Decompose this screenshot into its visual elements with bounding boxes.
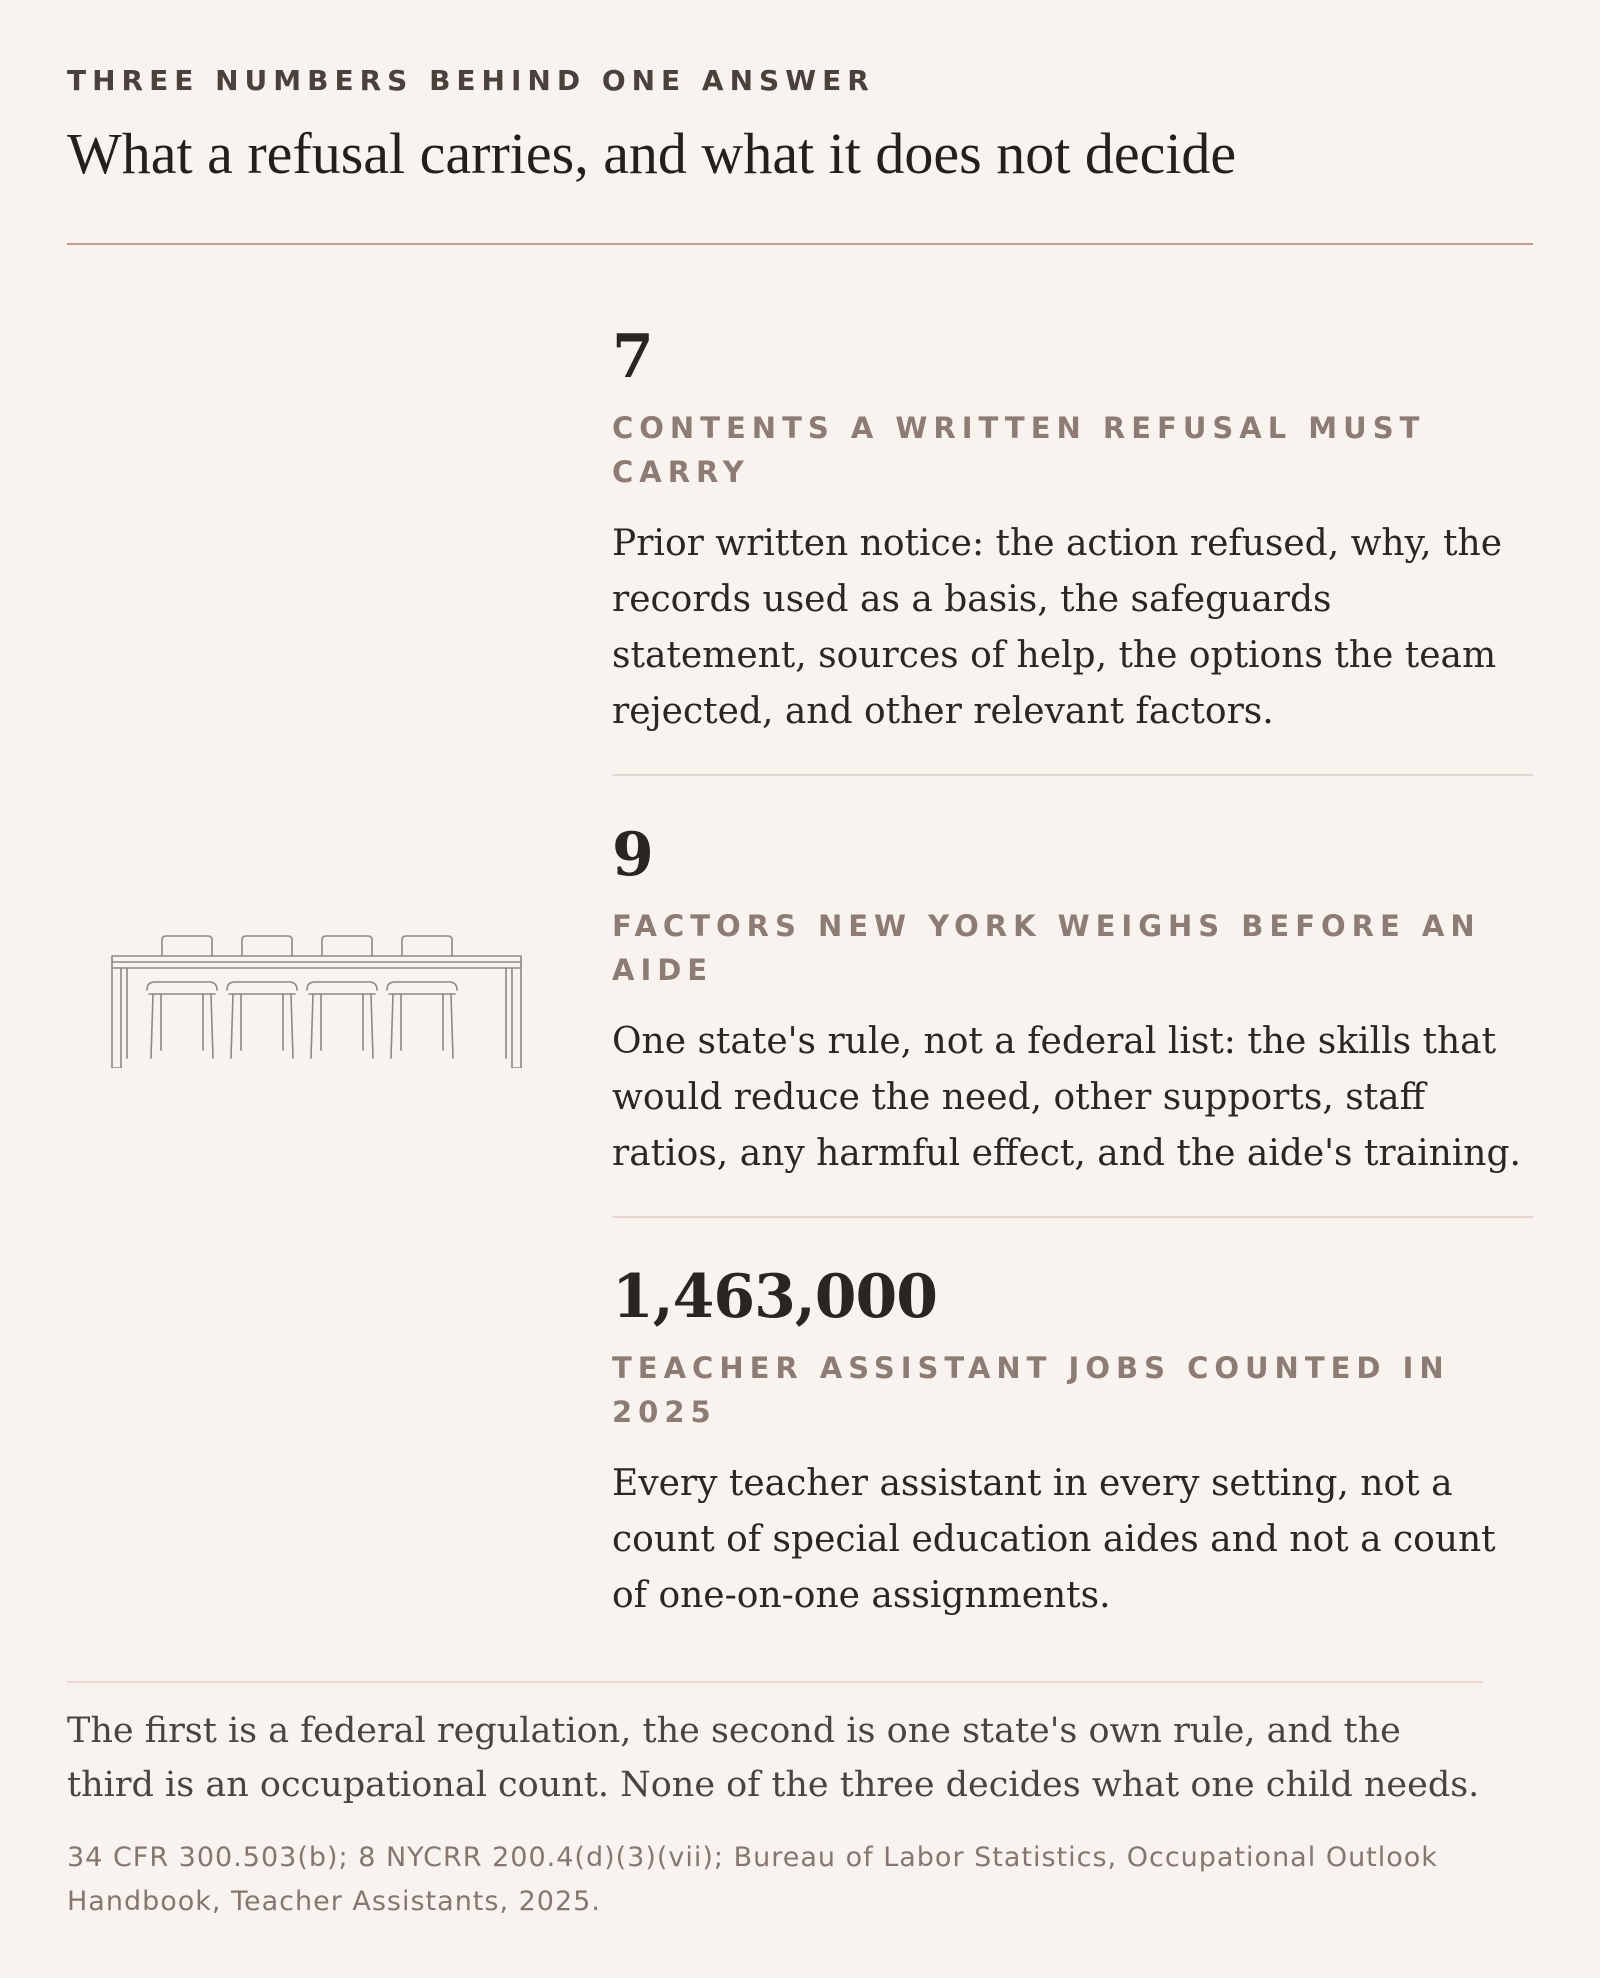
page: [67, 0, 1533, 1978]
header-divider: [67, 243, 1533, 245]
stat-number: 1,463,000: [612, 1262, 938, 1332]
stat-label: CONTENTS A WRITTEN REFUSAL MUST CARRY: [612, 411, 1426, 489]
stat-item: [612, 810, 1533, 1182]
conference-table-with-chairs-icon: [107, 918, 527, 1068]
summary-text: The first is a federal regulation, the second is one state's own rule, and the third is an occupational count. None of the three decides what one child needs.: [67, 1711, 1480, 1805]
stat-number: 7: [612, 322, 653, 392]
stat-label: TEACHER ASSISTANT JOBS COUNTED IN 2025: [612, 1351, 1450, 1429]
stat-divider: [612, 1216, 1533, 1218]
stat-label: FACTORS NEW YORK WEIGHS BEFORE AN AIDE: [612, 909, 1481, 987]
source-citation: 34 CFR 300.503(b); 8 NYCRR 200.4(d)(3)(vii); Bureau of Labor Statistics, Occupational Outlook Handbook, Teacher Assistants, 2025.: [67, 1842, 1438, 1917]
stat-divider: [612, 774, 1533, 776]
stat-item: [612, 1252, 1533, 1624]
stat-description: Every teacher assistant in every setting, not a count of special education aides and not a count of one-on-one assignments.: [612, 1463, 1496, 1616]
stat-item: [612, 312, 1533, 740]
stat-description: Prior written notice: the action refused, why, the records used as a basis, the safeguards statement, sources of help, the options the team rejected, and other relevant factors.: [612, 523, 1502, 732]
stat-number: 9: [612, 820, 653, 890]
stats-list: [612, 312, 1533, 1624]
footer-divider: [67, 1681, 1483, 1683]
eyebrow: THREE NUMBERS BEHIND ONE ANSWER: [67, 64, 875, 97]
page-title: What a refusal carries, and what it does not decide: [67, 121, 1237, 186]
stat-description: One state's rule, not a federal list: the skills that would reduce the need, other supports, staff ratios, any harmful effect, and the aide's training.: [612, 1021, 1521, 1174]
